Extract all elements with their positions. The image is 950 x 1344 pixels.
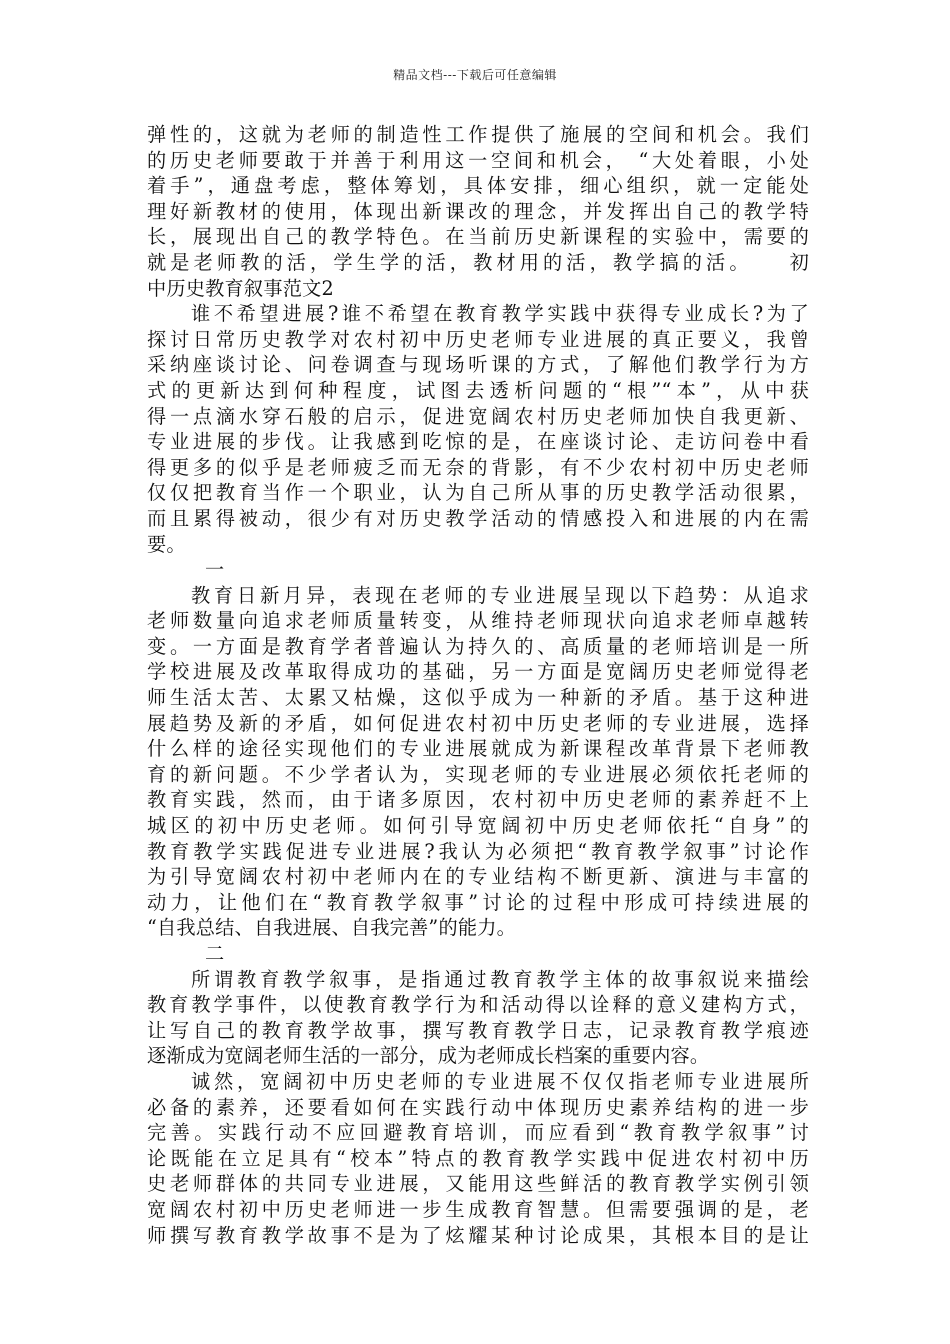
page-header: 精品文档---下载后可任意编辑 — [393, 68, 557, 82]
text-line: 什么样的途径实现他们的专业进展就成为新课程改革背景下老师教 — [147, 737, 809, 761]
text-line: 所谓教育教学叙事，是指通过教育教学主体的故事叙说来描绘 — [191, 967, 809, 991]
text-line: 学校进展及改革取得成功的基础，另一方面是宽阔历史老师觉得老 — [147, 660, 809, 684]
text-line: 教育日新月异，表现在老师的专业进展呈现以下趋势：从追求 — [191, 583, 809, 607]
text-line: 师生活太苦、太累又枯燥，这似乎成为一种新的矛盾。基于这种进 — [147, 686, 809, 710]
text-line: 得更多的似乎是老师疲乏而无奈的背影，有不少农村初中历史老师 — [147, 455, 809, 479]
text-line: 长，展现出自己的教学特色。在当前历史新课程的实验中，需要的 — [147, 225, 809, 249]
text-line: 必备的素养，还要看如何在实践行动中体现历史素养结构的进一步 — [147, 1095, 809, 1119]
text-line: 论既能在立足具有“校本”特点的教育教学实践中促进农村初中历 — [147, 1146, 809, 1170]
text-line: “自我总结、自我进展、自我完善”的能力。 — [147, 916, 516, 940]
text-line: 师撰写教育教学故事不是为了炫耀某种讨论成果，其根本目的是让 — [147, 1223, 809, 1247]
text-line: 教育实践，然而，由于诸多原因，农村初中历史老师的素养赶不上 — [147, 788, 809, 812]
section-heading: 一 — [205, 558, 225, 582]
text-line: 城区的初中历史老师。如何引导宽阔初中历史老师依托“自身”的 — [147, 814, 809, 838]
text-line: 而且累得被动，很少有对历史教学活动的情感投入和进展的内在需 — [147, 506, 809, 530]
text-line: 完善。实践行动不应回避教育培训，而应看到“教育教学叙事”讨 — [147, 1121, 809, 1145]
document-body — [147, 122, 809, 1248]
text-line: 要。 — [147, 532, 186, 556]
text-line: 史老师群体的共同专业进展，又能用这些鲜活的教育教学实例引领 — [147, 1172, 809, 1196]
text-line: 探讨日常历史教学对农村初中历史老师专业进展的真正要义，我曾 — [147, 327, 809, 351]
text-line: 弹性的，这就为老师的制造性工作提供了施展的空间和机会。我们 — [147, 123, 809, 146]
text-line: 变。一方面是教育学者普遍认为持久的、高质量的老师培训是一所 — [147, 634, 809, 658]
text-line: 让写自己的教育教学故事，撰写教育教学日志，记录教育教学痕迹 — [147, 1018, 809, 1042]
text-line: 着手”，通盘考虑，整体筹划，具体安排，细心组织，就一定能处 — [147, 174, 809, 198]
text-line: 仅仅把教育当作一个职业，认为自己所从事的历史教学活动很累， — [147, 481, 809, 505]
text-line: 动力，让他们在“教育教学叙事”讨论的过程中形成可持续进展的 — [147, 890, 809, 914]
section-heading: 二 — [205, 942, 225, 965]
text-line: 为引导宽阔农村初中老师内在的专业结构不断更新、演进与丰富的 — [147, 865, 809, 889]
text-line: 诚然，宽阔初中历史老师的专业进展不仅仅指老师专业进展所 — [191, 1069, 809, 1093]
text-line: 教育教学实践促进专业进展?我认为必须把“教育教学叙事”讨论作 — [147, 839, 809, 863]
text-line: 逐渐成为宽阔老师生活的一部分，成为老师成长档案的重要内容。 — [147, 1044, 710, 1068]
text-line: 就是老师教的活，学生学的活，教材用的活，教学搞的活。 初 — [147, 250, 809, 274]
text-line: 展趋势及新的矛盾，如何促进农村初中历史老师的专业进展，选择 — [147, 711, 809, 735]
text-line: 采纳座谈讨论、问卷调查与现场听课的方式，了解他们教学行为方 — [147, 353, 809, 377]
text-line: 式的更新达到何种程度，试图去透析问题的“根”“本”，从中获 — [147, 378, 809, 402]
text-line: 育的新问题。不少学者认为，实现老师的专业进展必须依托老师的 — [147, 762, 809, 786]
text-line: 专业进展的步伐。让我感到吃惊的是，在座谈讨论、走访问卷中看 — [147, 430, 809, 454]
text-line: 教育教学事件，以使教育教学行为和活动得以诠释的意义建构方式， — [147, 993, 809, 1017]
text-line: 中历史教育叙事范文2 — [147, 276, 334, 300]
text-line: 得一点滴水穿石般的启示，促进宽阔农村历史老师加快自我更新、 — [147, 404, 809, 428]
text-line: 谁不希望进展?谁不希望在教育教学实践中获得专业成长?为了 — [191, 302, 809, 326]
text-line: 理好新教材的使用，体现出新课改的理念，并发挥出自己的教学特 — [147, 199, 809, 223]
text-line: 宽阔农村初中历史老师进一步生成教育智慧。但需要强调的是，老 — [147, 1197, 809, 1221]
text-line: 老师数量向追求老师质量转变，从维持老师现状向追求老师卓越转 — [147, 609, 809, 633]
text-line: 的历史老师要敢于并善于利用这一空间和机会， “大处着眼，小处 — [147, 148, 809, 172]
